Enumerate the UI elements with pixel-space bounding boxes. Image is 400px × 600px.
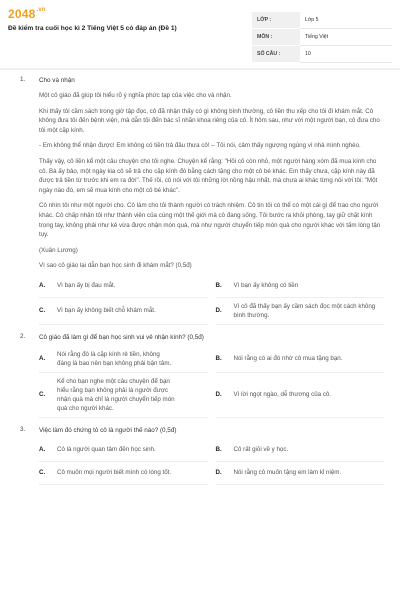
passage-paragraph: Một cô giáo đã giúp tôi hiểu rõ ý nghĩa phức tạp của việc cho và nhận. — [39, 92, 232, 99]
info-label: MÔN : — [252, 29, 300, 46]
info-value: Tiếng Việt — [300, 29, 392, 46]
site-logo[interactable] — [8, 7, 46, 21]
question-2 — [20, 333, 400, 418]
info-row-subject — [252, 29, 392, 46]
info-value: Lớp 5 — [300, 12, 392, 29]
answer-option-b[interactable] — [216, 346, 385, 373]
question-number: 2. — [20, 332, 26, 340]
question-title: Cô giáo đã làm gì để bạn học sinh vui vẻ nhận kính? (0,5đ) — [39, 333, 204, 341]
answer-option-d[interactable] — [216, 298, 385, 325]
option-text: Cô là người quan tâm đến học sinh. — [57, 446, 156, 454]
option-text: Cô rất giỏi về y học. — [233, 446, 289, 454]
option-label: B. — [215, 446, 222, 454]
option-label: A. — [39, 355, 46, 363]
answer-options — [39, 439, 384, 485]
option-text: Nói rằng có ai đó nhờ cô mua tặng bạn. — [233, 355, 343, 363]
answer-option-a[interactable] — [39, 275, 208, 298]
question-1 — [20, 76, 400, 325]
option-label: D. — [215, 307, 222, 315]
answer-option-c[interactable] — [39, 462, 208, 485]
passage-author: (Xuân Lương) — [39, 246, 78, 254]
option-text: Vì bạn ấy bị đau mắt. — [57, 282, 116, 290]
info-row-class — [252, 12, 392, 29]
question-title: Cho và nhận — [39, 77, 75, 84]
header — [0, 0, 400, 68]
option-label: C. — [39, 469, 46, 477]
passage-paragraph: Thấy vậy, cô liền kể một câu chuyện cho tôi nghe. Chuyện kể rằng: "Hồi cô còn nhỏ, một người hàng xóm đã mua kính cho cô. Bà ấy bảo, một ngày kia cô sẽ trả cho cặp kính đó bằng cách tặng cho một cô bé khác. Em thấy chưa, cặp kính này đã được trả tiền từ trước khi em ra đời". Thế rồi, cô nói với tôi những lời nồng hậu nhất, mà chưa ai khác từng nói với tôi: "Một ngày nào đó, em sẽ mua kính cho một cô bé khác". — [39, 157, 378, 194]
question-3 — [20, 426, 400, 485]
question-title: Việc làm đó chứng tỏ cô là người thế nào? (0,5đ) — [39, 426, 177, 434]
question-number: 1. — [20, 76, 26, 83]
question-prompt: Vì sao cô giáo lại dẫn bạn học sinh đi khám mắt? (0,5đ) — [39, 262, 192, 270]
option-text: Vì bạn ấy không có tiền — [233, 282, 299, 290]
page-title: Đề kiểm tra cuối học kì 2 Tiếng Việt 5 có đáp án (Đề 1) — [8, 25, 177, 32]
answer-option-d[interactable] — [216, 462, 385, 485]
passage-paragraph: - Em không thể nhận được! Em không có tiền trả đâu thưa cô! – Tôi nói, cảm thấy ngượng ngùng vì nhà mình nghèo. — [39, 142, 361, 150]
option-text: Nói rằng đó là cặp kính rẻ tiền, không đáng là bao nên bạn không phải bận tâm. — [57, 350, 172, 367]
answer-options — [39, 275, 384, 325]
option-label: B. — [215, 355, 222, 363]
logo-main: 2048 — [8, 7, 36, 21]
option-label: C. — [39, 391, 46, 399]
answer-option-d[interactable] — [216, 373, 385, 418]
option-label: D. — [215, 391, 222, 399]
info-value: 10 — [300, 46, 392, 63]
answer-option-a[interactable] — [39, 439, 208, 462]
option-label: A. — [39, 446, 46, 454]
logo-suffix: .vn — [36, 7, 46, 13]
option-text: Kể cho bạn nghe một câu chuyện để bạn hiểu rằng bạn không phải là người được nhận quà mà chỉ là người chuyển tiếp món quà cho người khác. — [57, 377, 175, 412]
answer-option-c[interactable] — [39, 298, 208, 325]
passage-paragraph: Cô nhìn tôi như một người cho. Cô làm cho tôi thành người có trách nhiệm. Cô tin tôi có thể có một cái gì để trao cho người khác. Cô chấp nhận tôi như thành viên của cùng một thế giới mà cô đang sống. Tôi bước ra khỏi phòng, tay giữ chặt kính trong tay, không phải như kẻ vừa được nhận món quà, mà như người chuyển tiếp món quà cho người khác với tấm lòng tận tụy. — [39, 202, 381, 239]
answer-option-a[interactable] — [39, 346, 208, 373]
option-text: Cô muốn mọi người biết mình có lòng tốt. — [57, 469, 172, 477]
option-label: C. — [39, 307, 46, 315]
answer-options — [39, 346, 384, 418]
answer-option-b[interactable] — [216, 275, 385, 298]
header-divider — [0, 68, 400, 70]
passage-paragraph: Khi thấy tôi cầm sách trong giờ tập đọc, cô đã nhận thấy có gì không bình thường, cô liền thu xếp cho tôi đi khám mắt. Cô không đưa tôi đến bệnh viện, mà dẫn tôi đến bác sĩ nhãn khoa riêng của cô. Ít hôm sau, như với một người bạn, cô đưa cho tôi một cặp kính. — [39, 107, 380, 134]
info-label: LỚP : — [252, 12, 300, 29]
option-label: B. — [215, 282, 222, 290]
option-text: Vì cô đã thấy bạn ấy cầm sách đọc một cách không bình thường. — [233, 302, 376, 319]
info-row-count — [252, 46, 392, 63]
info-label: SỐ CÂU : — [252, 46, 300, 63]
option-text: Nói rằng cô muốn tặng em làm kỉ niệm. — [233, 469, 342, 477]
answer-option-c[interactable] — [39, 373, 208, 418]
info-table — [252, 12, 392, 63]
question-list — [0, 76, 400, 485]
answer-option-b[interactable] — [216, 439, 385, 462]
option-text: Vì bạn ấy không biết chỗ khám mắt. — [57, 307, 156, 315]
question-number: 3. — [20, 425, 26, 433]
option-label: D. — [215, 469, 222, 477]
option-text: Vì lời ngọt ngào, dễ thương của cô. — [233, 391, 332, 399]
option-label: A. — [39, 282, 46, 290]
